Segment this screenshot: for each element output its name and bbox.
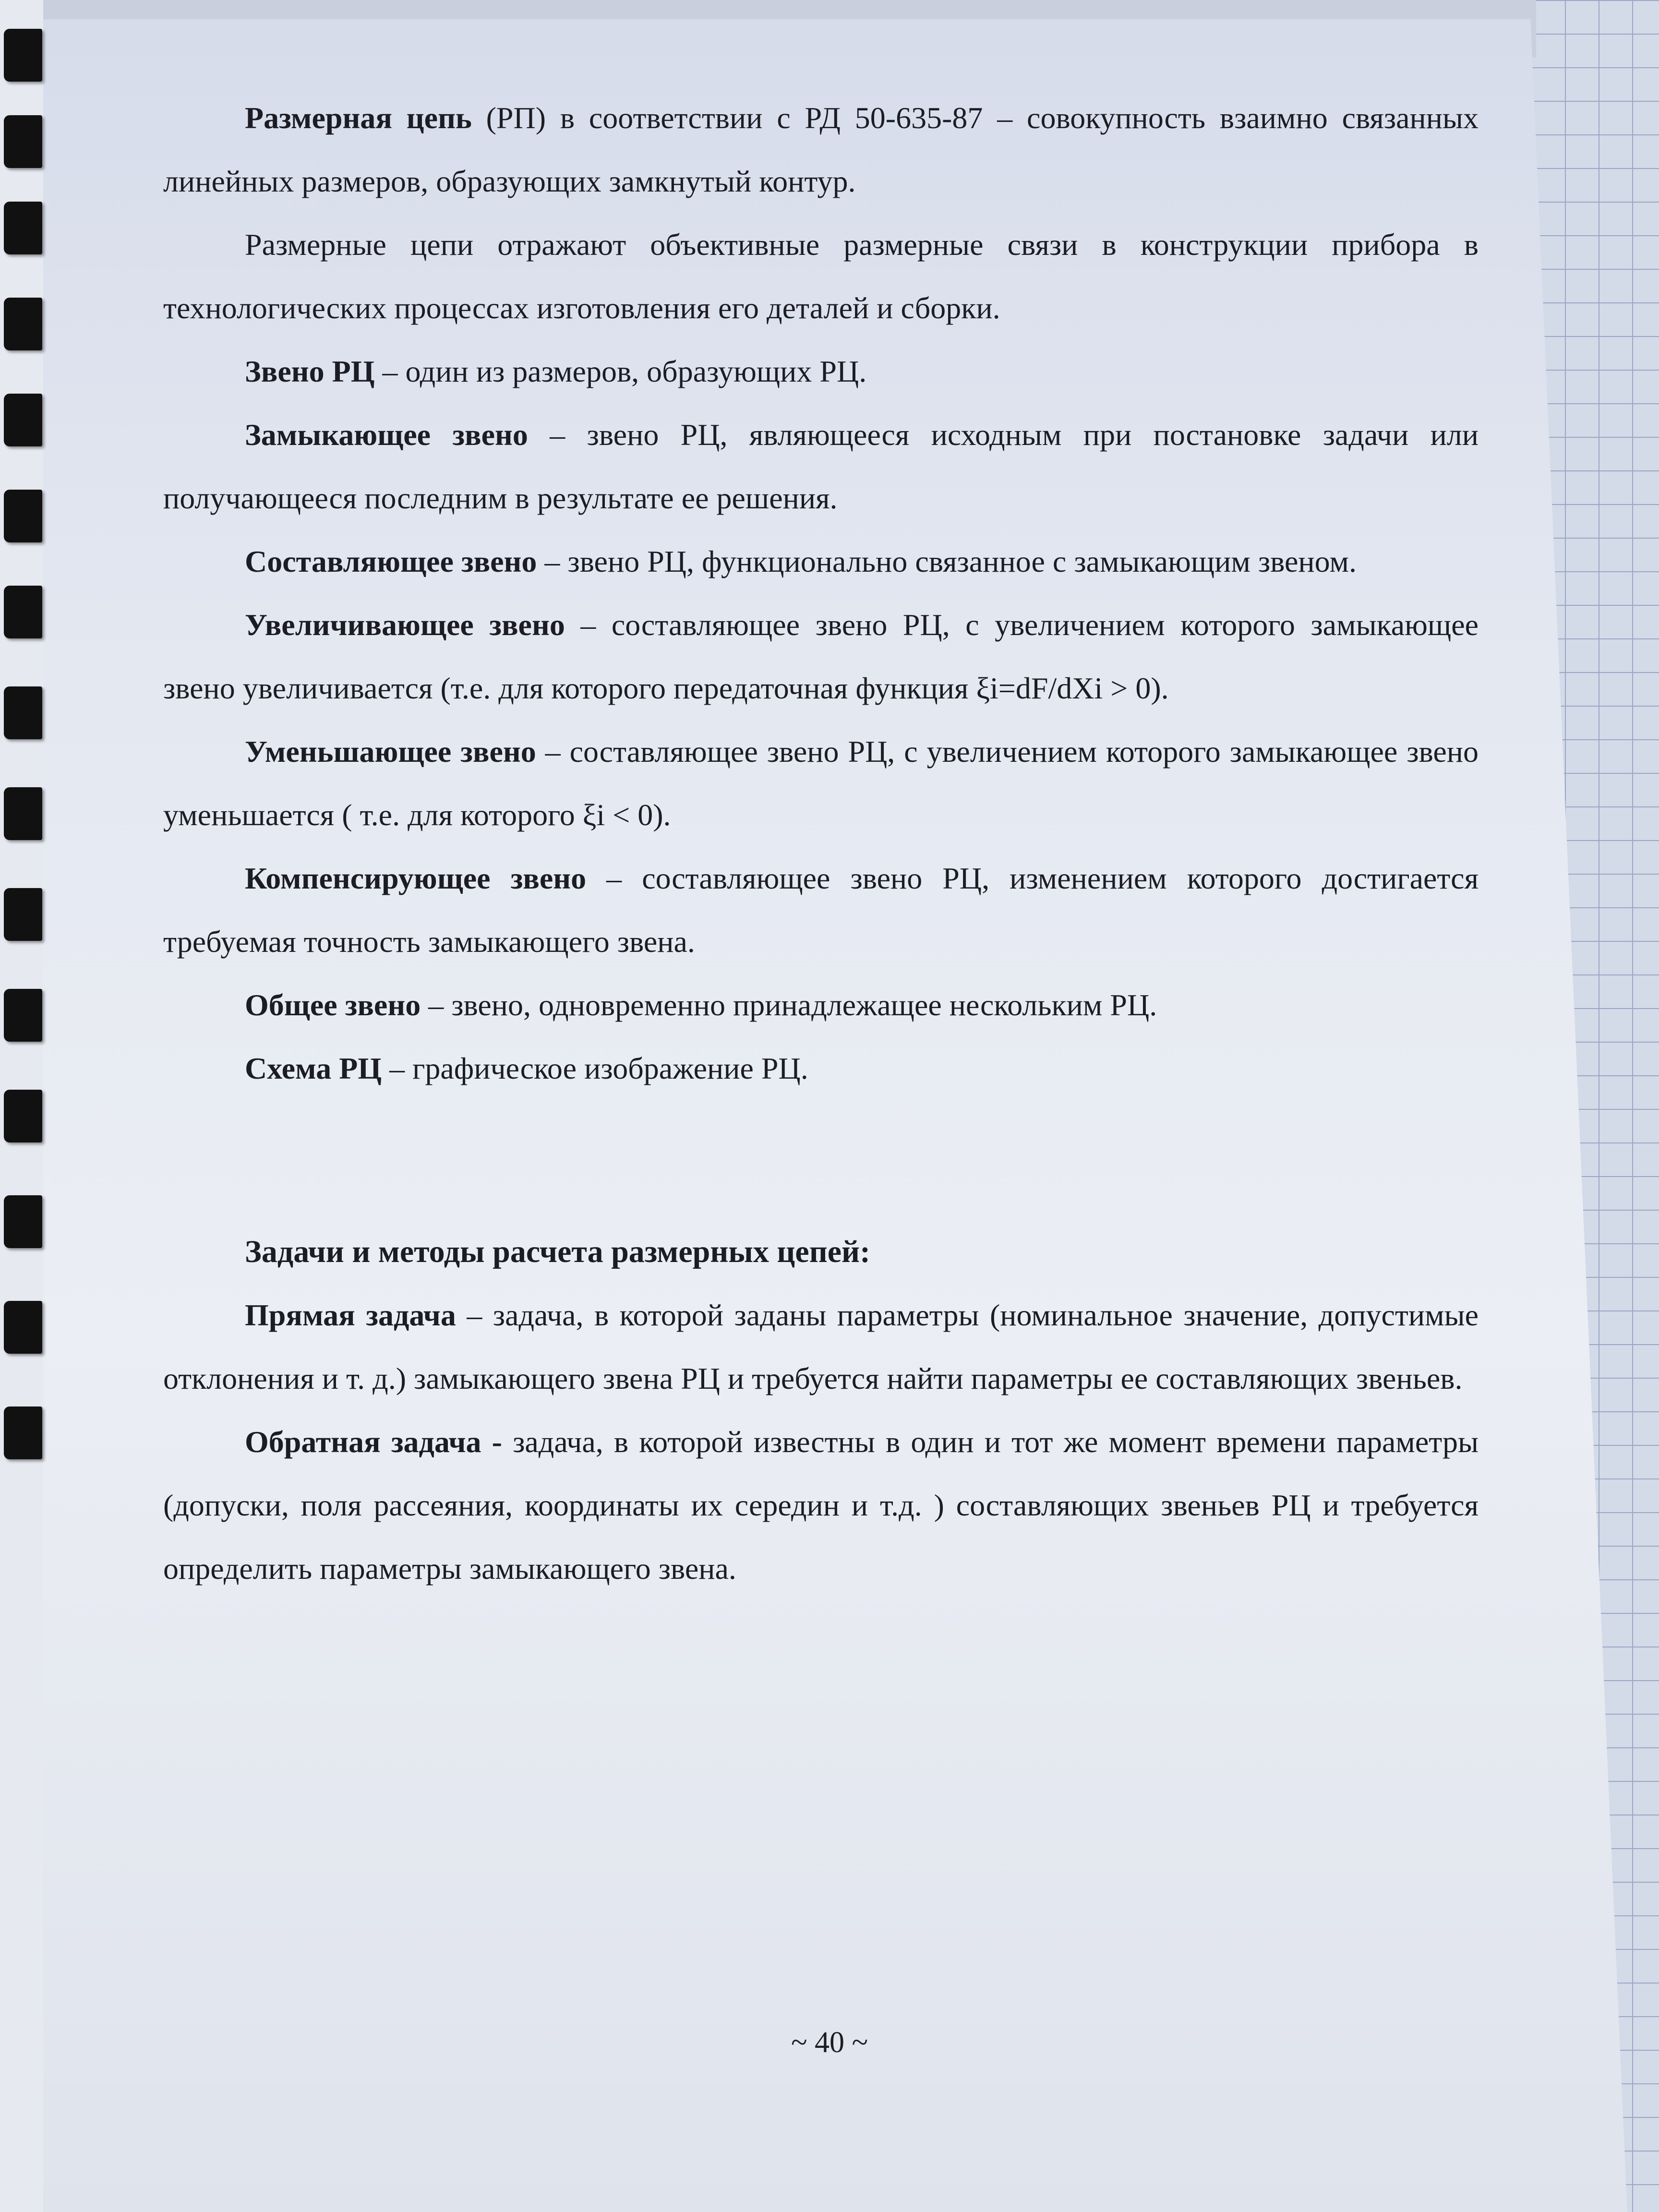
task-paragraph: [163, 1284, 1479, 1410]
document-body: [163, 86, 1479, 1600]
definition-paragraph: [163, 720, 1479, 847]
definition-term: Составляющее звено: [245, 544, 537, 578]
binding-ring: [4, 989, 42, 1042]
definition-term: Компенсирующее звено: [245, 861, 587, 895]
binding-ring: [4, 586, 42, 638]
definition-term: Схема РЦ: [245, 1051, 382, 1085]
definition-paragraph: [163, 847, 1479, 974]
page-number: ~ 40 ~: [791, 2026, 868, 2059]
definition-text: (РП) в соответствии с РД 50-635-87 – совокупность взаимно связанных линейных размеров, образующих замкнутый контур.: [163, 101, 1479, 198]
definition-text: – графическое изображение РЦ.: [382, 1051, 808, 1085]
definition-term: Увеличивающее звено: [245, 608, 565, 642]
definition-paragraph: [163, 593, 1479, 720]
blank-space: [163, 1100, 1479, 1220]
binding-ring: [4, 1090, 42, 1142]
binding-ring: [4, 394, 42, 446]
task-text: – задача, в которой заданы параметры (номинальное значение, допустимые отклонения и т. д.) замыкающего звена РЦ и требуется найти параметры ее составляющих звеньев.: [163, 1298, 1479, 1395]
definition-paragraph: [163, 403, 1479, 530]
binding-ring: [4, 1407, 42, 1459]
definition-paragraph: [163, 530, 1479, 593]
task-text: задача, в которой известны в один и тот же момент времени параметры (допуски, поля рассеяния, координаты их середин и т.д. ) составляющих звеньев РЦ и требуется определить параметры замыкающего звена.: [163, 1425, 1479, 1586]
task-term: Обратная задача -: [245, 1425, 502, 1459]
definition-text: – звено РЦ, функционально связанное с замыкающим звеном.: [537, 544, 1357, 578]
definition-text: – составляющее звено РЦ, с увеличением которого замыкающее звено увеличивается (т.е. для которого передаточная функция ξi=dF/dXi > 0).: [163, 608, 1479, 705]
definition-term: Замыкающее звено: [245, 418, 528, 452]
definition-text: – составляющее звено РЦ, изменением которого достигается требуемая точность замыкающего звена.: [163, 861, 1479, 959]
section-heading: Задачи и методы расчета размерных цепей:: [245, 1234, 871, 1269]
definition-paragraph: [163, 340, 1479, 403]
definition-text: – звено РЦ, являющееся исходным при постановке задачи или получающееся последним в результате ее решения.: [163, 418, 1479, 515]
binding-ring: [4, 888, 42, 941]
definition-text: – звено, одновременно принадлежащее нескольким РЦ.: [421, 988, 1157, 1022]
definition-paragraph: [163, 974, 1479, 1037]
binding-ring: [4, 298, 42, 350]
definition-term: Размерная цепь: [245, 101, 472, 135]
task-paragraph: [163, 1410, 1479, 1600]
definition-text: Размерные цепи отражают объективные размерные связи в конструкции прибора в технологических процессах изготовления его деталей и сборки.: [163, 228, 1479, 325]
binding-ring: [4, 202, 42, 254]
binding-ring: [4, 787, 42, 840]
binding-ring: [4, 1301, 42, 1354]
binding-ring: [4, 115, 42, 168]
binding-ring: [4, 29, 42, 82]
binding-ring: [4, 490, 42, 542]
binding-spine: [0, 0, 43, 2212]
definition-term: Уменьшающее звено: [245, 734, 536, 769]
definition-text: – составляющее звено РЦ, с увеличением которого замыкающее звено уменьшается ( т.е. для которого ξi < 0).: [163, 734, 1479, 832]
definition-paragraph: [163, 86, 1479, 213]
definition-term: Общее звено: [245, 988, 421, 1022]
definition-paragraph: [163, 1037, 1479, 1100]
task-term: Прямая задача: [245, 1298, 456, 1332]
definition-term: Звено РЦ: [245, 354, 375, 388]
definition-paragraph: [163, 213, 1479, 340]
binding-ring: [4, 686, 42, 739]
binding-ring: [4, 1195, 42, 1248]
definition-text: – один из размеров, образующих РЦ.: [374, 354, 867, 388]
